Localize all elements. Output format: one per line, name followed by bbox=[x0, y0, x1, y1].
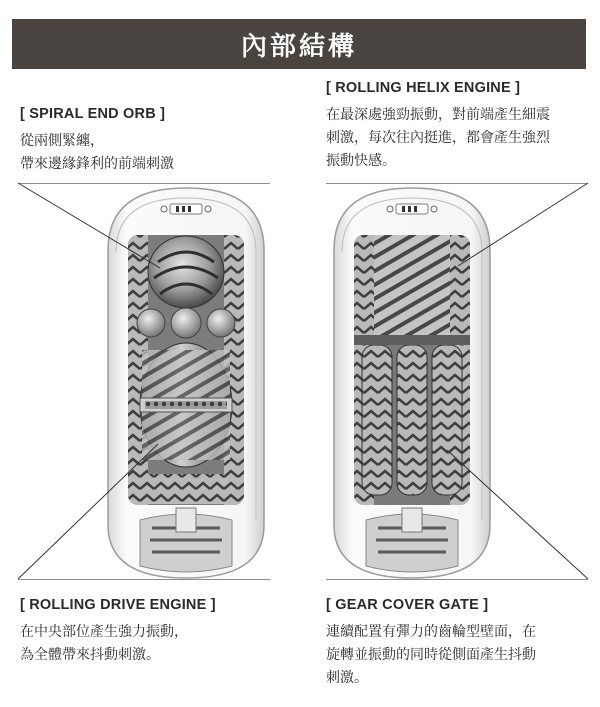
description-line: 帶來邊緣鋒利的前端刺激 bbox=[20, 156, 174, 172]
description-line: 從兩側緊纏， bbox=[20, 133, 104, 149]
section-heading: [ SPIRAL END ORB ] bbox=[20, 106, 166, 122]
description-line: 連續配置有彈力的齒輪型壁面，在 bbox=[326, 624, 536, 640]
description-line: 刺激。 bbox=[326, 670, 368, 686]
description-line: 刺激，每次往內挺進，都會產生強烈 bbox=[326, 130, 550, 146]
description-line: 旋轉並振動的同時從側面產生抖動 bbox=[326, 647, 536, 663]
section-heading: [ ROLLING DRIVE ENGINE ] bbox=[20, 597, 216, 613]
description-line: 在最深處強勁振動，對前端產生細震 bbox=[326, 107, 550, 123]
right-product-cutaway bbox=[334, 188, 490, 578]
description-line: 振動快感。 bbox=[326, 153, 396, 169]
description-line: 為全體帶來抖動刺激。 bbox=[20, 647, 160, 663]
description-line: 在中央部位產生強力振動， bbox=[20, 624, 188, 640]
section-heading: [ GEAR COVER GATE ] bbox=[326, 597, 489, 613]
section-heading: [ ROLLING HELIX ENGINE ] bbox=[326, 80, 521, 96]
page-title: 內部結構 bbox=[240, 31, 357, 62]
left-product-cutaway bbox=[108, 188, 264, 578]
